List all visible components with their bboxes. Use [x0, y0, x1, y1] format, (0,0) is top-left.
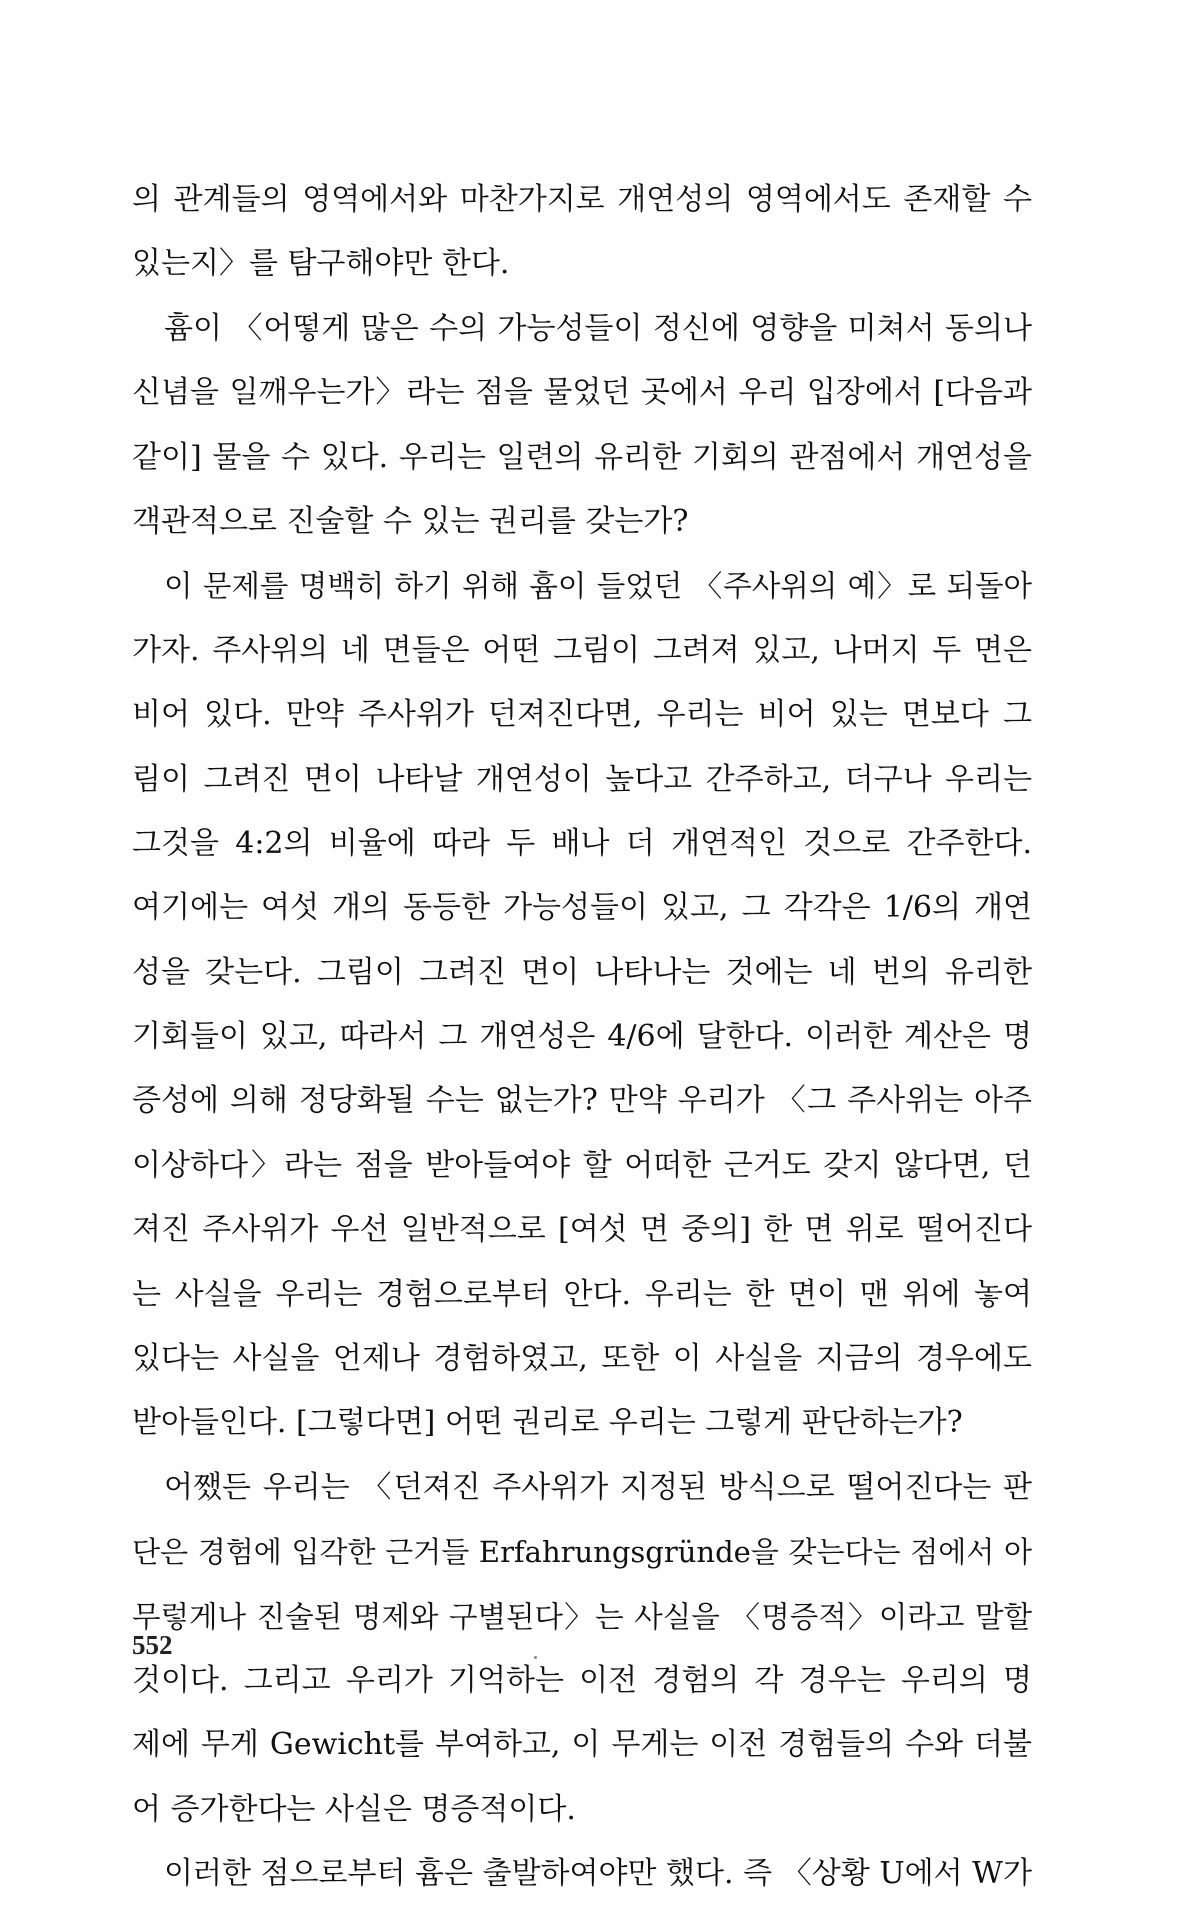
- scan-speck: [534, 1656, 537, 1659]
- text-line: 비어 있다. 만약 주사위가 던져진다면, 우리는 비어 있는 면보다 그: [132, 697, 1032, 733]
- text-line: 제에 무게 Gewicht를 부여하고, 이 무게는 이전 경험들의 수와 더불: [132, 1727, 1032, 1763]
- text-line: 가자. 주사위의 네 면들은 어떤 그림이 그려져 있고, 나머지 두 면은: [132, 632, 1032, 668]
- text-line: 같이] 물을 수 있다. 우리는 일련의 유리한 기회의 관점에서 개연성을: [132, 439, 1032, 475]
- text-line: 객관적으로 진술할 수 있는 권리를 갖는가?: [132, 503, 689, 539]
- text-line: 흄이 〈어떻게 많은 수의 가능성들이 정신에 영향을 미쳐서 동의나: [164, 310, 1032, 346]
- text-line: 어 증가한다는 사실은 명증적이다.: [132, 1791, 576, 1827]
- paragraph-2: [132, 297, 1032, 555]
- paragraph-5: [132, 1842, 1032, 1906]
- text-line: 성을 갖는다. 그림이 그려진 면이 나타나는 것에는 네 번의 유리한: [132, 954, 1032, 990]
- text-line: 단은 경험에 입각한 근거들 Erfahrungsgründe을 갖는다는 점에서 아: [132, 1535, 1032, 1570]
- page-number: 552: [132, 1630, 173, 1660]
- paragraph-3: [132, 554, 1032, 1455]
- text-line: 무렇게나 진술된 명제와 구별된다〉는 사실을 〈명증적〉이라고 말할: [132, 1599, 1032, 1634]
- text-line: 있다는 사실을 언제나 경험하였고, 또한 이 사실을 지금의 경우에도: [132, 1341, 1032, 1377]
- text-line: 여기에는 여섯 개의 동등한 가능성들이 있고, 그 각각은 1/6의 개연: [132, 890, 1032, 926]
- text-line: 는 사실을 우리는 경험으로부터 안다. 우리는 한 면이 맨 위에 놓여: [132, 1276, 1032, 1312]
- body-text: [132, 168, 1032, 1907]
- text-line: 기회들이 있고, 따라서 그 개연성은 4/6에 달한다. 이러한 계산은 명: [132, 1019, 1032, 1055]
- text-line: 림이 그려진 면이 나타날 개연성이 높다고 간주하고, 더구나 우리는: [132, 761, 1032, 797]
- text-line: 신념을 일깨우는가〉라는 점을 물었던 곳에서 우리 입장에서 [다음과: [132, 375, 1032, 411]
- text-line: 이 문제를 명백히 하기 위해 흄이 들었던 〈주사위의 예〉로 되돌아: [164, 569, 1032, 604]
- text-line: 받아들인다. [그렇다면] 어떤 권리로 우리는 그렇게 판단하는가?: [132, 1405, 963, 1441]
- text-line: 그것을 4:2의 비율에 따라 두 배나 더 개연적인 것으로 간주한다.: [132, 825, 1032, 861]
- text-line: 이러한 점으로부터 흄은 출발하여야만 했다. 즉 〈상황 U에서 W가: [164, 1856, 1032, 1892]
- text-line: 어쨌든 우리는 〈던져진 주사위가 지정된 방식으로 떨어진다는 판: [164, 1469, 1032, 1505]
- text-line: 증성에 의해 정당화될 수는 없는가? 만약 우리가 〈그 주사위는 아주: [132, 1083, 1032, 1119]
- text-line: 이상하다〉라는 점을 받아들여야 할 어떠한 근거도 갖지 않다면, 던: [132, 1147, 1032, 1183]
- text-line: 있는지〉를 탐구해야만 한다.: [132, 246, 510, 282]
- text-line: 것이다. 그리고 우리가 기억하는 이전 경험의 각 경우는 우리의 명: [132, 1662, 1032, 1698]
- text-line: 져진 주사위가 우선 일반적으로 [여섯 면 중의] 한 면 위로 떨어진다: [132, 1212, 1032, 1248]
- paragraph-1: [132, 168, 1032, 297]
- paragraph-4: [132, 1456, 1032, 1842]
- text-line: 의 관계들의 영역에서와 마찬가지로 개연성의 영역에서도 존재할 수: [132, 182, 1032, 217]
